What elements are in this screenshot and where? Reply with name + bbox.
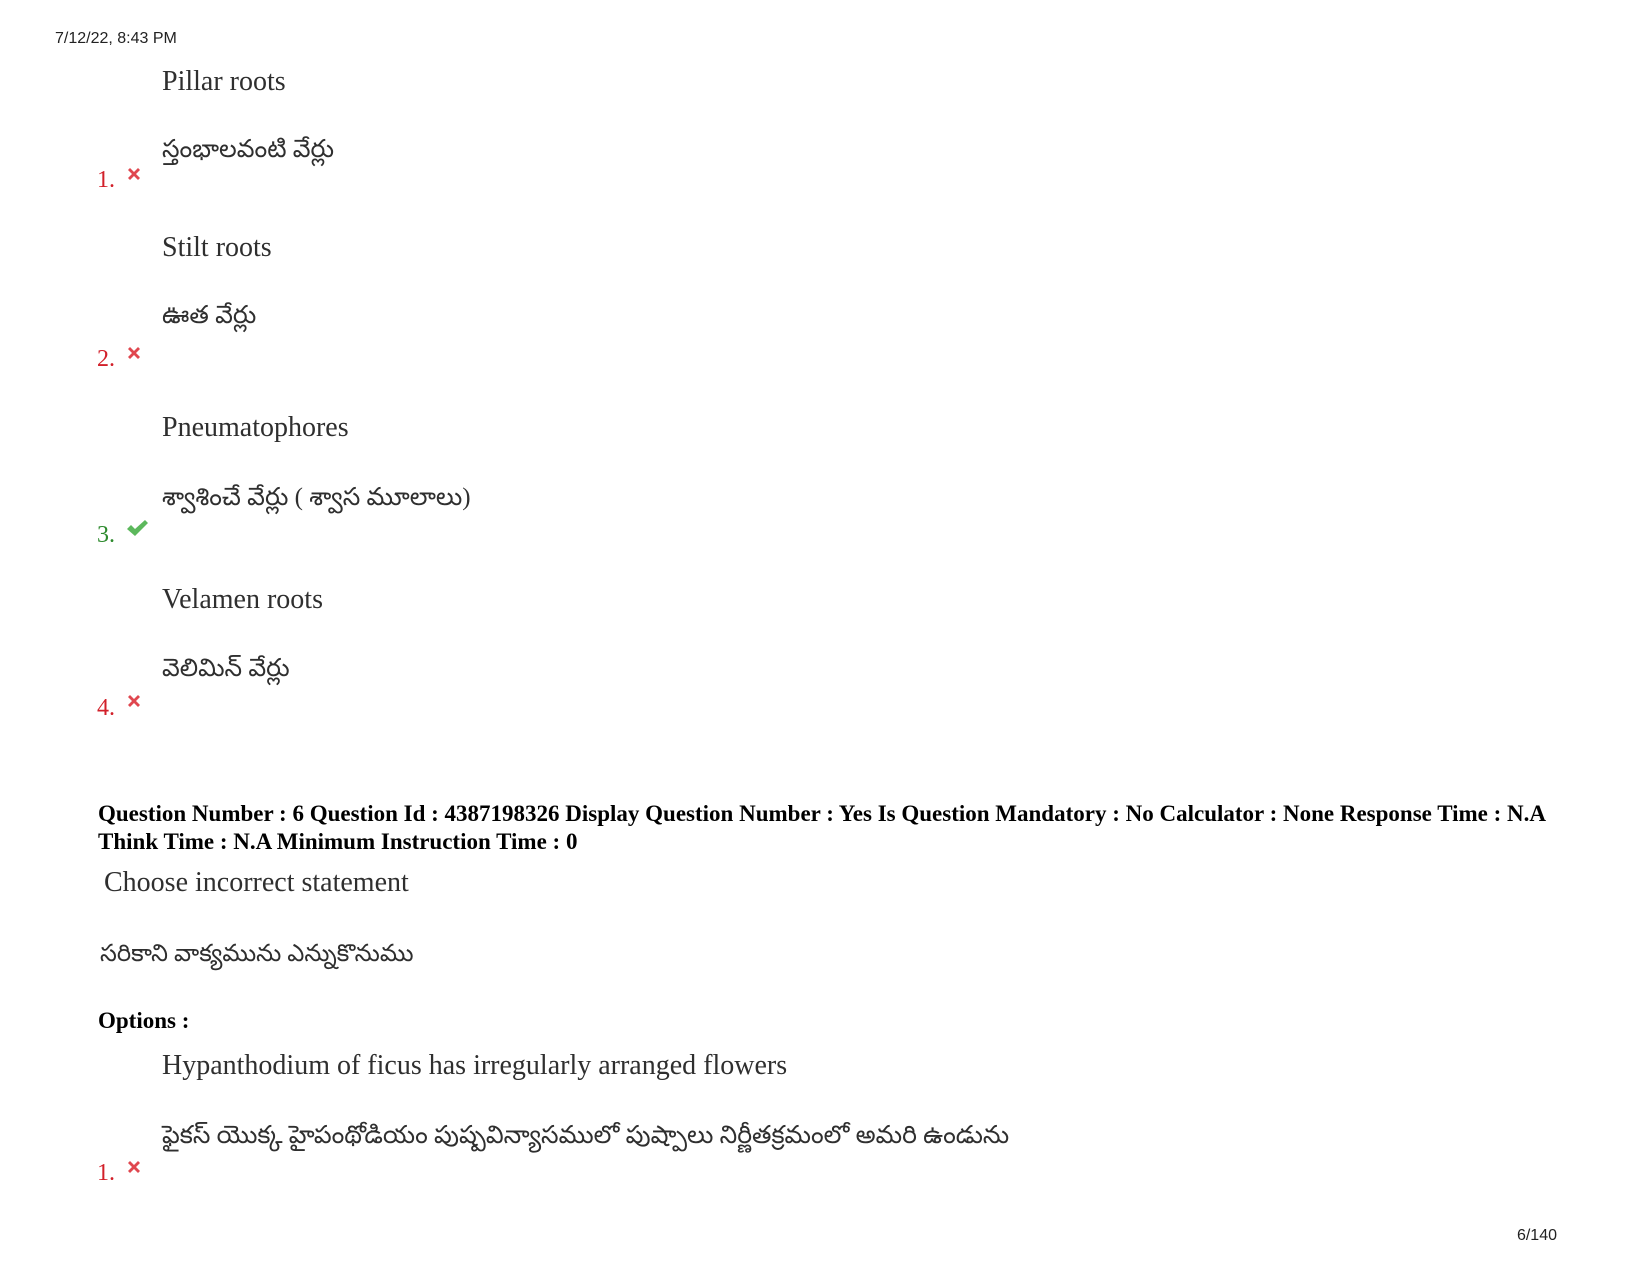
red-cross-icon	[125, 344, 143, 362]
option-telugu: స్తంభాలవంటి వేర్లు	[162, 136, 335, 163]
option-number: 1.	[97, 167, 115, 193]
question-text-english: Choose incorrect statement	[104, 867, 409, 898]
option-number: 2.	[97, 346, 115, 372]
options-heading: Options :	[98, 1008, 190, 1033]
option-telugu: శ్వాశించే వేర్లు ( శ్వాస మూలాలు)	[162, 484, 471, 511]
option-english: Stilt roots	[162, 232, 272, 263]
option-telugu: వెలిమిన్ వేర్లు	[162, 655, 290, 682]
option-english: Hypanthodium of ficus has irregularly arranged flowers	[162, 1050, 788, 1081]
option-english: Velamen roots	[162, 584, 323, 615]
option-number: 3.	[97, 522, 115, 548]
option-number: 4.	[97, 695, 115, 721]
page-number: 6/140	[1516, 1227, 1557, 1244]
question-text-telugu: సరికాని వాక్యమును ఎన్నుకొనుము	[100, 941, 414, 967]
red-cross-icon	[125, 1158, 143, 1176]
header-timestamp: 7/12/22, 8:43 PM	[55, 30, 177, 47]
green-check-icon	[125, 518, 149, 538]
red-cross-icon	[125, 165, 143, 183]
red-cross-icon	[125, 692, 143, 710]
option-english: Pillar roots	[162, 66, 286, 97]
option-number: 1.	[97, 1160, 115, 1186]
option-english: Pneumatophores	[162, 412, 349, 443]
option-telugu: ఫైకస్ యొక్క హైపంథోడియం పుష్పవిన్యాసములో పుష్పాలు నిర్ణీతక్రమంలో అమరి ఉండును	[162, 1122, 1010, 1149]
question-metadata: Question Number : 6 Question Id : 4387198326 Display Question Number : Yes Is Question Mandatory : No Calculator : None Response Time : N.A Think Time : N.A Minimum Instruction Time : 0	[98, 801, 1545, 854]
option-telugu: ఊత వేర్లు	[162, 302, 257, 329]
